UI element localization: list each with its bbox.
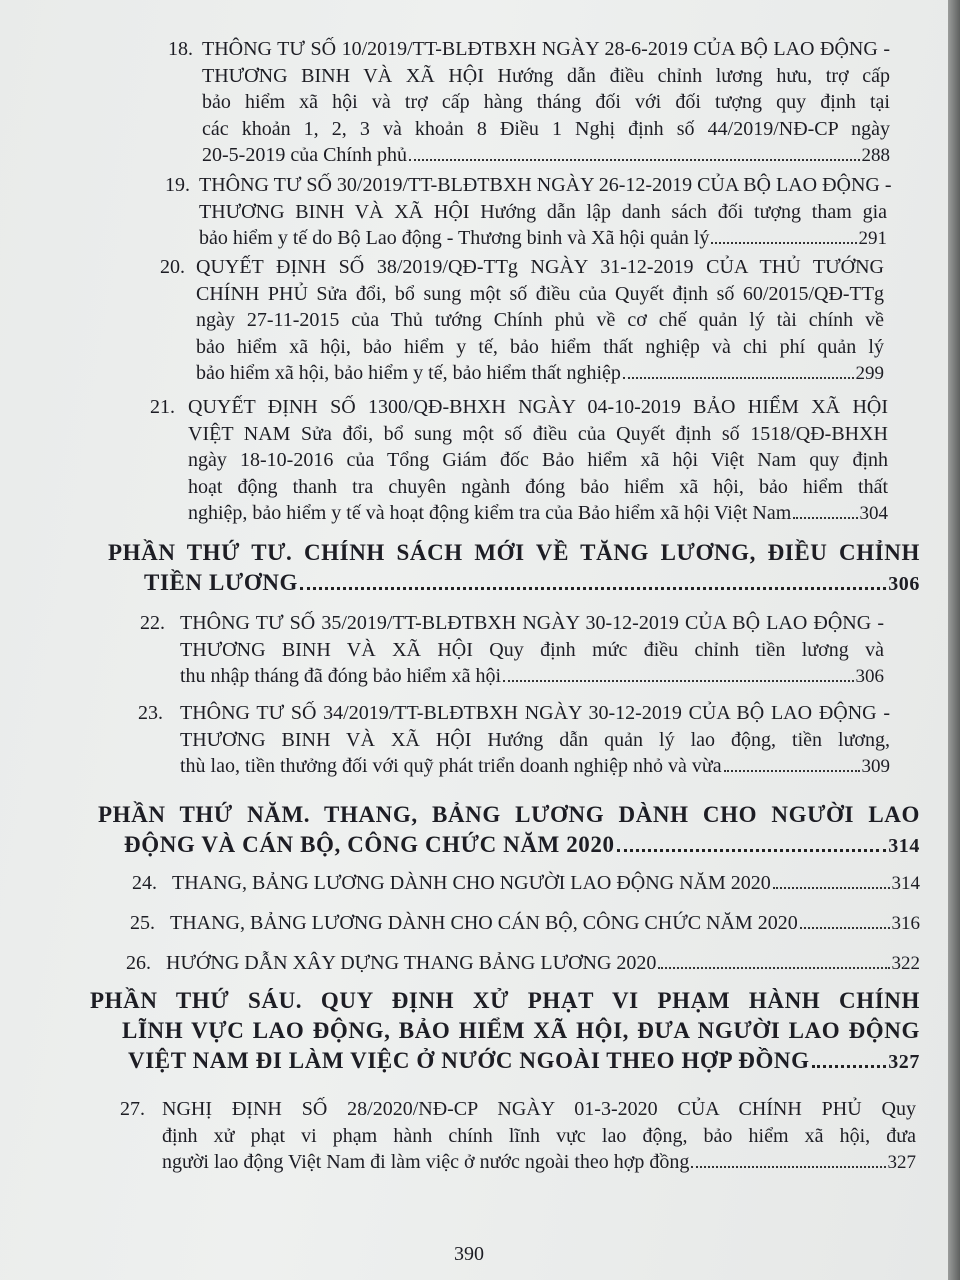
part-title-line: PHẦN THỨ NĂM. THANG, BẢNG LƯƠNG DÀNH CHO NGƯỜI LAO bbox=[98, 802, 920, 827]
page-number: 299 bbox=[855, 363, 884, 384]
page-number: 306 bbox=[855, 666, 884, 687]
entry-line: THÔNG TƯ SỐ 10/2019/TT-BLĐTBXH NGÀY 28-6-2019 CỦA BỘ LAO ĐỘNG - bbox=[202, 38, 890, 60]
entry-number: 19. bbox=[165, 174, 190, 196]
entry-line: bảo hiểm y tế do Bộ Lao động - Thương binh và Xã hội quản lý bbox=[199, 227, 710, 249]
entry-line: các khoản 1, 2, 3 và khoản 8 Điều 1 Nghị định số 44/2019/NĐ-CP ngày bbox=[202, 117, 890, 140]
page-number: 314 bbox=[891, 873, 920, 894]
part-title-line: TIỀN LƯƠNG bbox=[144, 570, 299, 595]
page-number: 309 bbox=[861, 756, 890, 777]
toc-entry-26 bbox=[126, 950, 920, 978]
page-number: 288 bbox=[861, 145, 890, 166]
leader-dots bbox=[300, 587, 886, 590]
toc-entry-20 bbox=[160, 254, 884, 388]
page-number: 304 bbox=[859, 503, 888, 524]
toc-entry-23 bbox=[138, 700, 890, 781]
entry-number: 18. bbox=[168, 38, 193, 60]
page-number: 316 bbox=[891, 913, 920, 934]
leader-dots bbox=[503, 680, 853, 682]
entry-line: bảo hiểm xã hội và trợ cấp hàng tháng đối với đối tượng quy định tại bbox=[202, 91, 890, 113]
entry-line: QUYẾT ĐỊNH SỐ 1300/QĐ-BHXH NGÀY 04-10-2019 BẢO HIỂM XÃ HỘI bbox=[188, 396, 888, 418]
page-number: 327 bbox=[887, 1152, 916, 1173]
entry-line: HƯỚNG DẪN XÂY DỰNG THANG BẢNG LƯƠNG 2020 bbox=[166, 952, 657, 974]
entry-line: thù lao, tiền thưởng đối với quỹ phát triển doanh nghiệp nhỏ và vừa bbox=[180, 755, 722, 777]
entry-line: 20-5-2019 của Chính phủ bbox=[202, 144, 407, 166]
entry-line: hoạt động thanh tra chuyên ngành đóng bảo hiểm xã hội, bảo hiểm thất bbox=[188, 475, 888, 498]
entry-line: THƯƠNG BINH VÀ XÃ HỘI Hướng dẫn điều chỉnh lương hưu, trợ cấp bbox=[202, 64, 890, 87]
entry-line: THÔNG TƯ SỐ 35/2019/TT-BLĐTBXH NGÀY 30-12-2019 CỦA BỘ LAO ĐỘNG - bbox=[180, 612, 884, 634]
page-number: 291 bbox=[858, 228, 887, 249]
leader-dots bbox=[691, 1166, 885, 1168]
part-title-line: ĐỘNG VÀ CÁN BỘ, CÔNG CHỨC NĂM 2020 bbox=[124, 832, 615, 857]
page-number: 327 bbox=[888, 1051, 920, 1073]
entry-line: người lao động Việt Nam đi làm việc ở nước ngoài theo hợp đồng bbox=[162, 1151, 690, 1173]
entry-line: bảo hiểm xã hội, bảo hiểm y tế, bảo hiểm thất nghiệp và chi phí quản lý bbox=[196, 335, 884, 358]
entry-line: THÔNG TƯ SỐ 34/2019/TT-BLĐTBXH NGÀY 30-12-2019 CỦA BỘ LAO ĐỘNG - bbox=[180, 702, 890, 724]
entry-line: THANG, BẢNG LƯƠNG DÀNH CHO CÁN BỘ, CÔNG CHỨC NĂM 2020 bbox=[170, 912, 798, 934]
entry-number: 22. bbox=[140, 612, 165, 634]
entry-line: NGHỊ ĐỊNH SỐ 28/2020/NĐ-CP NGÀY 01-3-2020 CỦA CHÍNH PHỦ Quy bbox=[162, 1098, 916, 1120]
entry-line: THƯƠNG BINH VÀ XÃ HỘI Hướng dẫn lập danh sách đối tượng tham gia bbox=[199, 200, 887, 223]
leader-dots bbox=[617, 849, 887, 852]
toc-entry-22 bbox=[140, 610, 884, 691]
part-heading-6 bbox=[90, 986, 920, 1077]
entry-line: THƯƠNG BINH VÀ XÃ HỘI Quy định mức điều chỉnh tiền lương và bbox=[180, 638, 884, 661]
entry-number: 24. bbox=[132, 872, 157, 894]
footer-page-number: 390 bbox=[454, 1243, 484, 1265]
entry-line: CHÍNH PHỦ Sửa đổi, bổ sung một số điều của Quyết định số 60/2015/QĐ-TTg bbox=[196, 282, 884, 305]
page-number: 306 bbox=[888, 573, 920, 595]
entry-number: 25. bbox=[130, 912, 155, 934]
page-number: 322 bbox=[891, 953, 920, 974]
page-edge bbox=[948, 0, 960, 1280]
entry-line: thu nhập tháng đã đóng bảo hiểm xã hội bbox=[180, 665, 502, 687]
part-title-line: PHẦN THỨ SÁU. QUY ĐỊNH XỬ PHẠT VI PHẠM HÀNH CHÍNH bbox=[90, 988, 920, 1013]
part-title-line: PHẦN THỨ TƯ. CHÍNH SÁCH MỚI VỀ TĂNG LƯƠNG, ĐIỀU CHỈNH bbox=[108, 540, 920, 565]
toc-entry-18 bbox=[168, 36, 890, 170]
entry-number: 27. bbox=[120, 1098, 145, 1120]
toc-entry-25 bbox=[130, 910, 920, 938]
part-title-line: VIỆT NAM ĐI LÀM VIỆC Ở NƯỚC NGOÀI THEO HỢP ĐỒNG bbox=[128, 1048, 810, 1073]
entry-line: THANG, BẢNG LƯƠNG DÀNH CHO NGƯỜI LAO ĐỘNG NĂM 2020 bbox=[172, 872, 771, 894]
entry-line: bảo hiểm xã hội, bảo hiểm y tế, bảo hiểm thất nghiệp bbox=[196, 362, 621, 384]
leader-dots bbox=[711, 242, 856, 244]
toc-entry-27 bbox=[120, 1096, 916, 1177]
entry-line: ngày 18-10-2016 của Tổng Giám đốc Bảo hiểm xã hội Việt Nam quy định bbox=[188, 449, 888, 471]
leader-dots bbox=[793, 517, 857, 519]
toc-entry-24 bbox=[132, 870, 920, 898]
leader-dots bbox=[658, 967, 889, 969]
entry-line: QUYẾT ĐỊNH SỐ 38/2019/QĐ-TTg NGÀY 31-12-2019 CỦA THỦ TƯỚNG bbox=[196, 256, 884, 278]
entry-number: 20. bbox=[160, 256, 185, 278]
entry-line: nghiệp, bảo hiểm y tế và hoạt động kiểm tra của Bảo hiểm xã hội Việt Nam bbox=[188, 502, 792, 524]
part-heading-4 bbox=[108, 538, 920, 599]
entry-line: VIỆT NAM Sửa đổi, bổ sung một số điều của Quyết định số 1518/QĐ-BHXH bbox=[188, 422, 888, 445]
leader-dots bbox=[623, 377, 854, 379]
entry-line: định xử phạt vi phạm hành chính lĩnh vực lao động, bảo hiểm xã hội, đưa bbox=[162, 1124, 916, 1147]
entry-number: 21. bbox=[150, 396, 175, 418]
entry-number: 26. bbox=[126, 952, 151, 974]
entry-number: 23. bbox=[138, 702, 163, 724]
leader-dots bbox=[409, 159, 860, 161]
entry-line: THÔNG TƯ SỐ 30/2019/TT-BLĐTBXH NGÀY 26-12-2019 CỦA BỘ LAO ĐỘNG - bbox=[199, 174, 892, 196]
toc-entry-21 bbox=[150, 394, 888, 528]
toc-entry-19 bbox=[165, 172, 892, 253]
part-heading-5 bbox=[98, 800, 920, 861]
page-number: 314 bbox=[888, 835, 920, 857]
part-title-line: LĨNH VỰC LAO ĐỘNG, BẢO HIỂM XÃ HỘI, ĐƯA NGƯỜI LAO ĐỘNG bbox=[122, 1018, 920, 1043]
leader-dots bbox=[773, 887, 890, 889]
leader-dots bbox=[812, 1065, 887, 1068]
leader-dots bbox=[724, 770, 860, 772]
leader-dots bbox=[800, 927, 890, 929]
entry-line: ngày 27-11-2015 của Thủ tướng Chính phủ về cơ chế quản lý tài chính về bbox=[196, 309, 884, 331]
entry-line: THƯƠNG BINH VÀ XÃ HỘI Hướng dẫn quản lý lao động, tiền lương, bbox=[180, 728, 890, 751]
